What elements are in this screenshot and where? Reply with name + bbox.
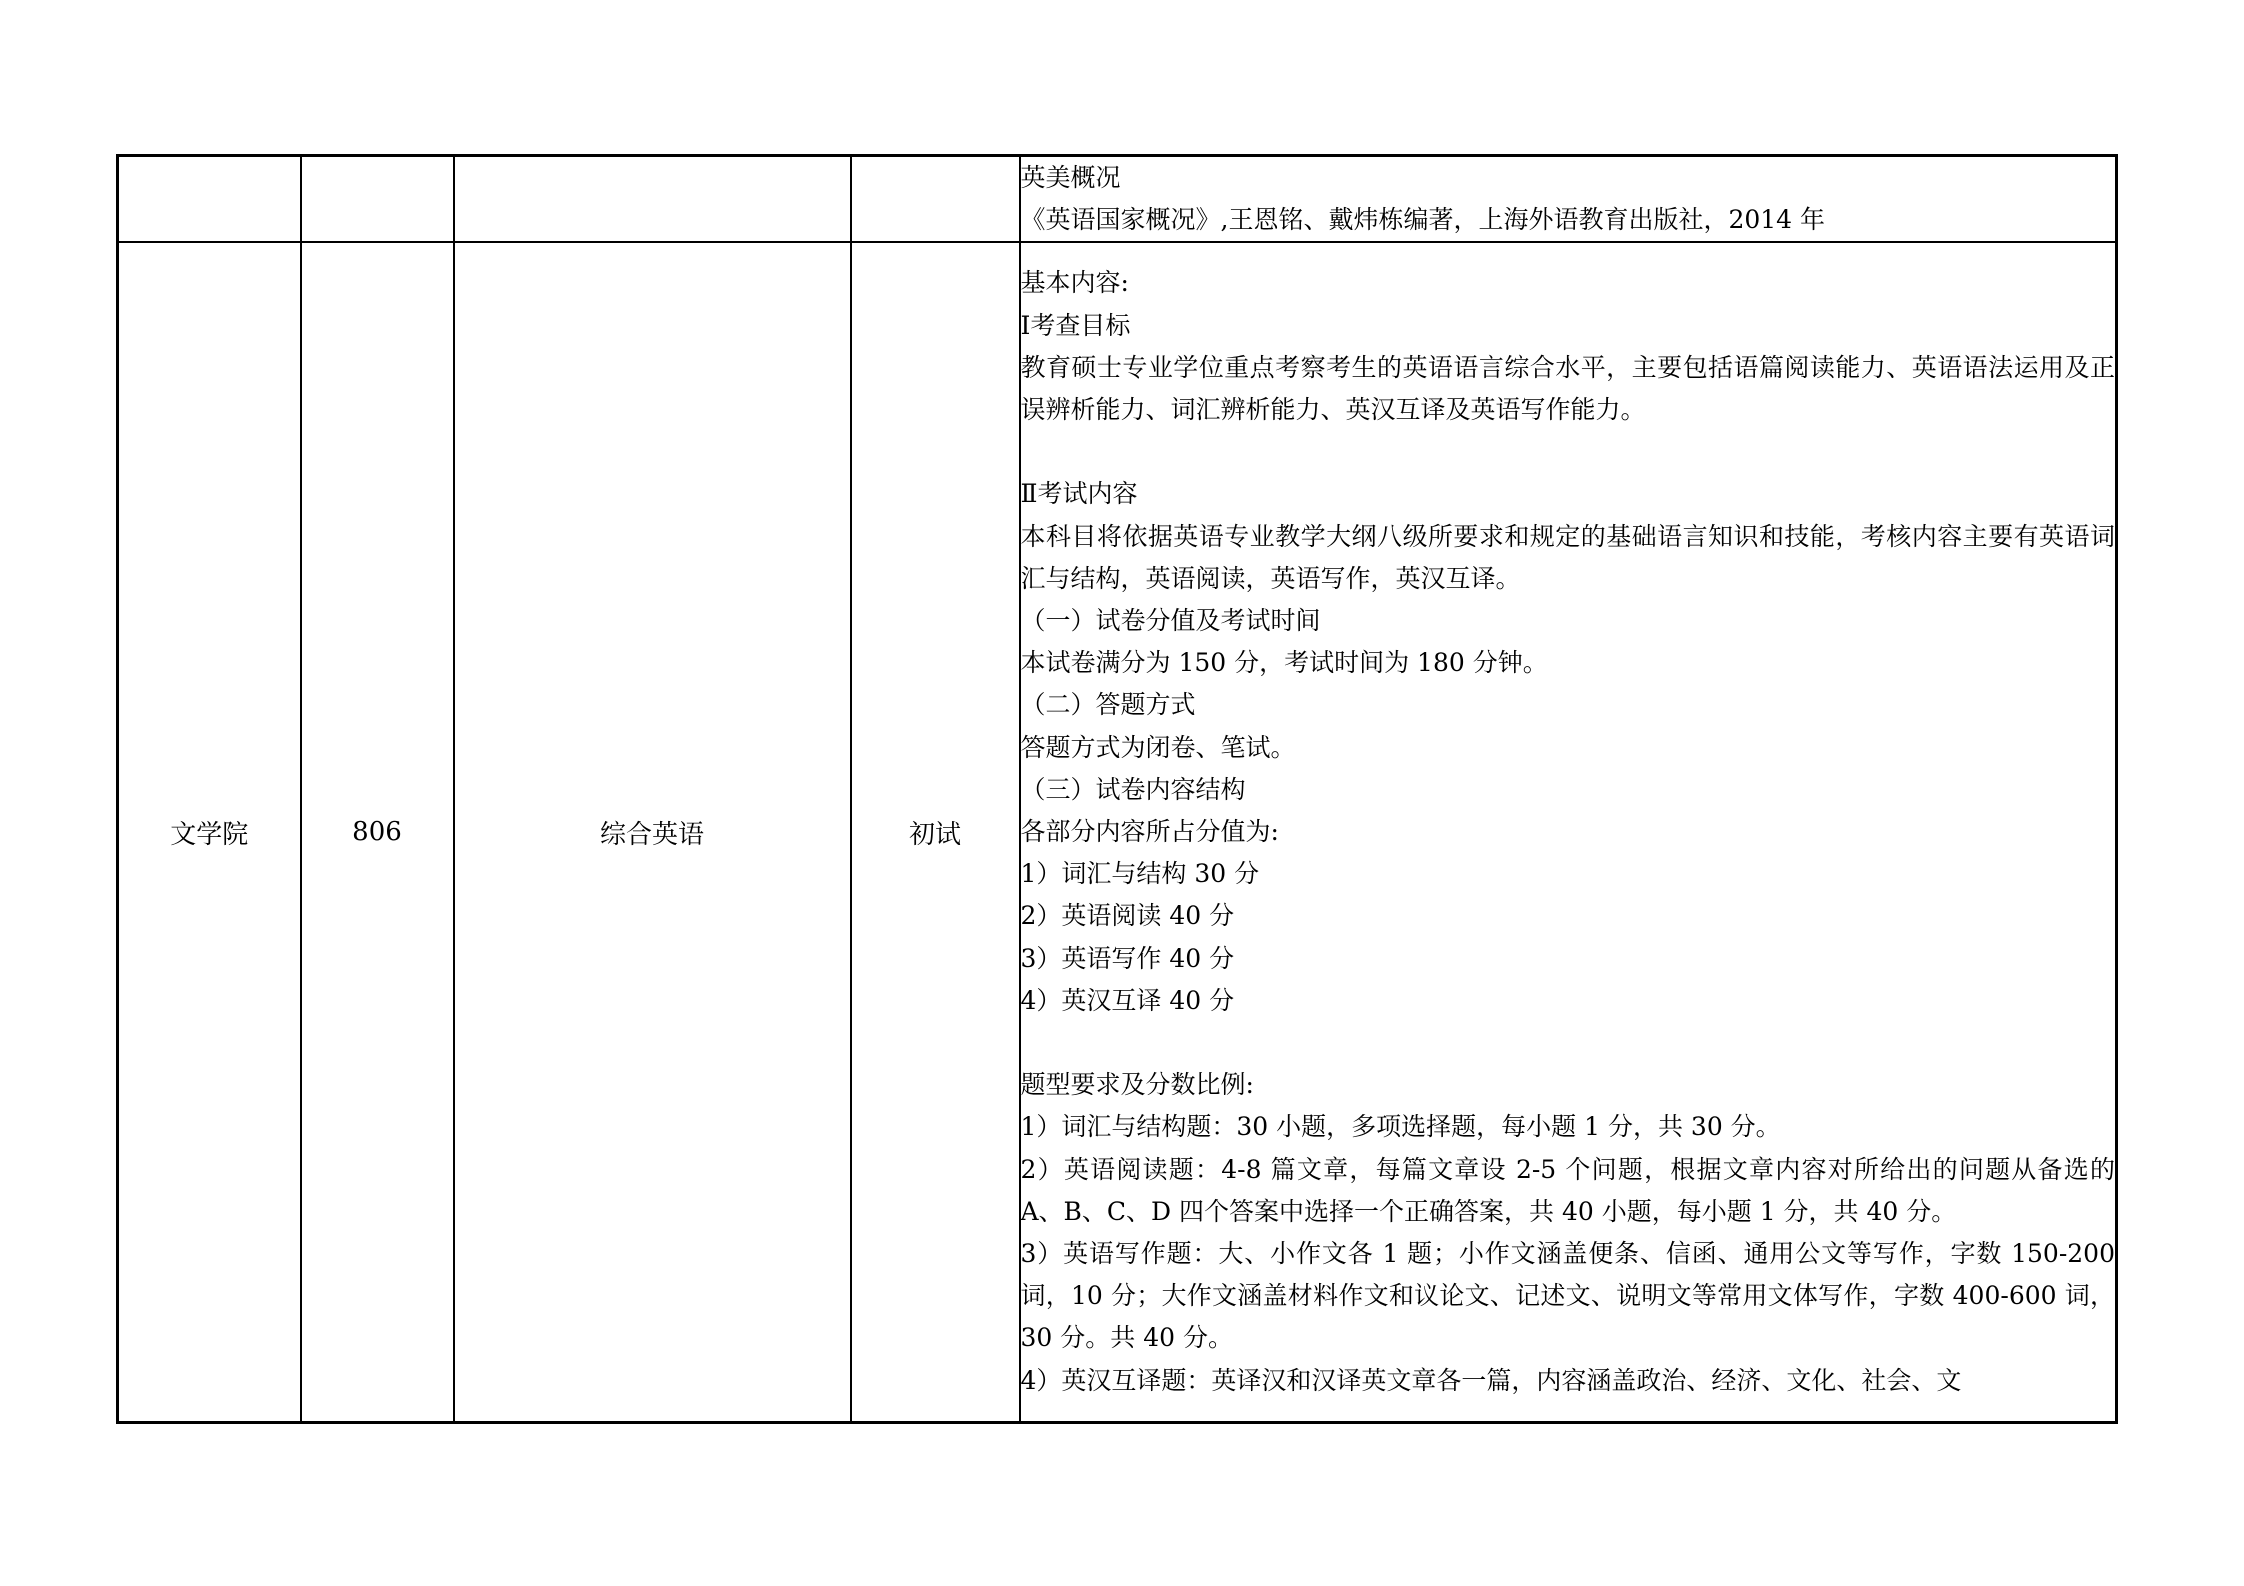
blank-line bbox=[1021, 431, 2116, 473]
question-item: 3）英语写作题：大、小作文各 1 题；小作文涵盖便条、信函、通用公文等写作，字数 150-200 词，10 分；大作文涵盖材料作文和议论文、记述文、说明文等常用文体写作，字数 400-600 词，30 分。共 40 分。 bbox=[1020, 1239, 2115, 1353]
section1-text: 教育硕士专业学位重点考察考生的英语语言综合水平，主要包括语篇阅读能力、英语语法运用及正误辨析能力、词汇辨析能力、英汉互译及英语写作能力。 bbox=[1020, 352, 2115, 425]
part1-text: 本试卷满分为 150 分，考试时间为 180 分钟。 bbox=[1020, 648, 1548, 678]
question-type-heading: 题型要求及分数比例: bbox=[1020, 1070, 1254, 1100]
part1-heading: （一）试卷分值及考试时间 bbox=[1020, 606, 1321, 636]
section2-text: 本科目将依据英语专业教学大纲八级所要求和规定的基础语言知识和技能，考核内容主要有英语词汇与结构，英语阅读，英语写作，英汉互译。 bbox=[1020, 521, 2115, 593]
question-item: 4）英汉互译题：英译汉和汉译英文章各一篇，内容涵盖政治、经济、文化、社会、文 bbox=[1020, 1365, 1962, 1395]
part2-text: 答题方式为闭卷、笔试。 bbox=[1020, 732, 1296, 762]
reference-book: 《英语国家概况》,王恩铭、戴炜栋编著，上海外语教育出版社，2014 年 bbox=[1020, 205, 1826, 235]
question-item: 2）英语阅读题：4-8 篇文章，每篇文章设 2-5 个问题，根据文章内容对所给出的问题从备选的 A、B、C、D 四个答案中选择一个正确答案，共 40 小题，每小题 1 分，共 40 分。 bbox=[1020, 1154, 2115, 1226]
part3-intro: 各部分内容所占分值为: bbox=[1020, 817, 1279, 847]
exam-type-cell bbox=[851, 156, 1020, 243]
content-cell bbox=[1020, 242, 2117, 1422]
table-row bbox=[118, 242, 2117, 1422]
table-row bbox=[118, 156, 2117, 243]
blank-line bbox=[1021, 1022, 2116, 1064]
subject-name-cell bbox=[454, 156, 851, 243]
course-title: 英美概况 bbox=[1020, 163, 1121, 192]
question-item: 1）词汇与结构题：30 小题，多项选择题，每小题 1 分，共 30 分。 bbox=[1020, 1112, 1781, 1142]
exam-type-cell: 初试 bbox=[851, 242, 1020, 1422]
basic-content-heading: 基本内容: bbox=[1020, 268, 1129, 298]
subject-name-cell: 综合英语 bbox=[454, 242, 851, 1422]
part3-heading: （三）试卷内容结构 bbox=[1020, 774, 1246, 804]
score-item: 3）英语写作 40 分 bbox=[1020, 943, 1235, 973]
section1-heading: Ⅰ考查目标 bbox=[1020, 310, 1131, 340]
content-cell bbox=[1020, 156, 2117, 243]
section2-heading: Ⅱ考试内容 bbox=[1020, 479, 1138, 509]
exam-syllabus-table bbox=[116, 154, 2118, 1424]
subject-code-cell bbox=[301, 156, 454, 243]
college-cell: 文学院 bbox=[118, 242, 301, 1422]
part2-heading: （二）答题方式 bbox=[1020, 690, 1196, 720]
college-cell bbox=[118, 156, 301, 243]
score-item: 2）英语阅读 40 分 bbox=[1020, 901, 1235, 931]
score-item: 4）英汉互译 40 分 bbox=[1020, 985, 1235, 1015]
subject-code-cell: 806 bbox=[301, 242, 454, 1422]
score-item: 1）词汇与结构 30 分 bbox=[1020, 859, 1260, 889]
